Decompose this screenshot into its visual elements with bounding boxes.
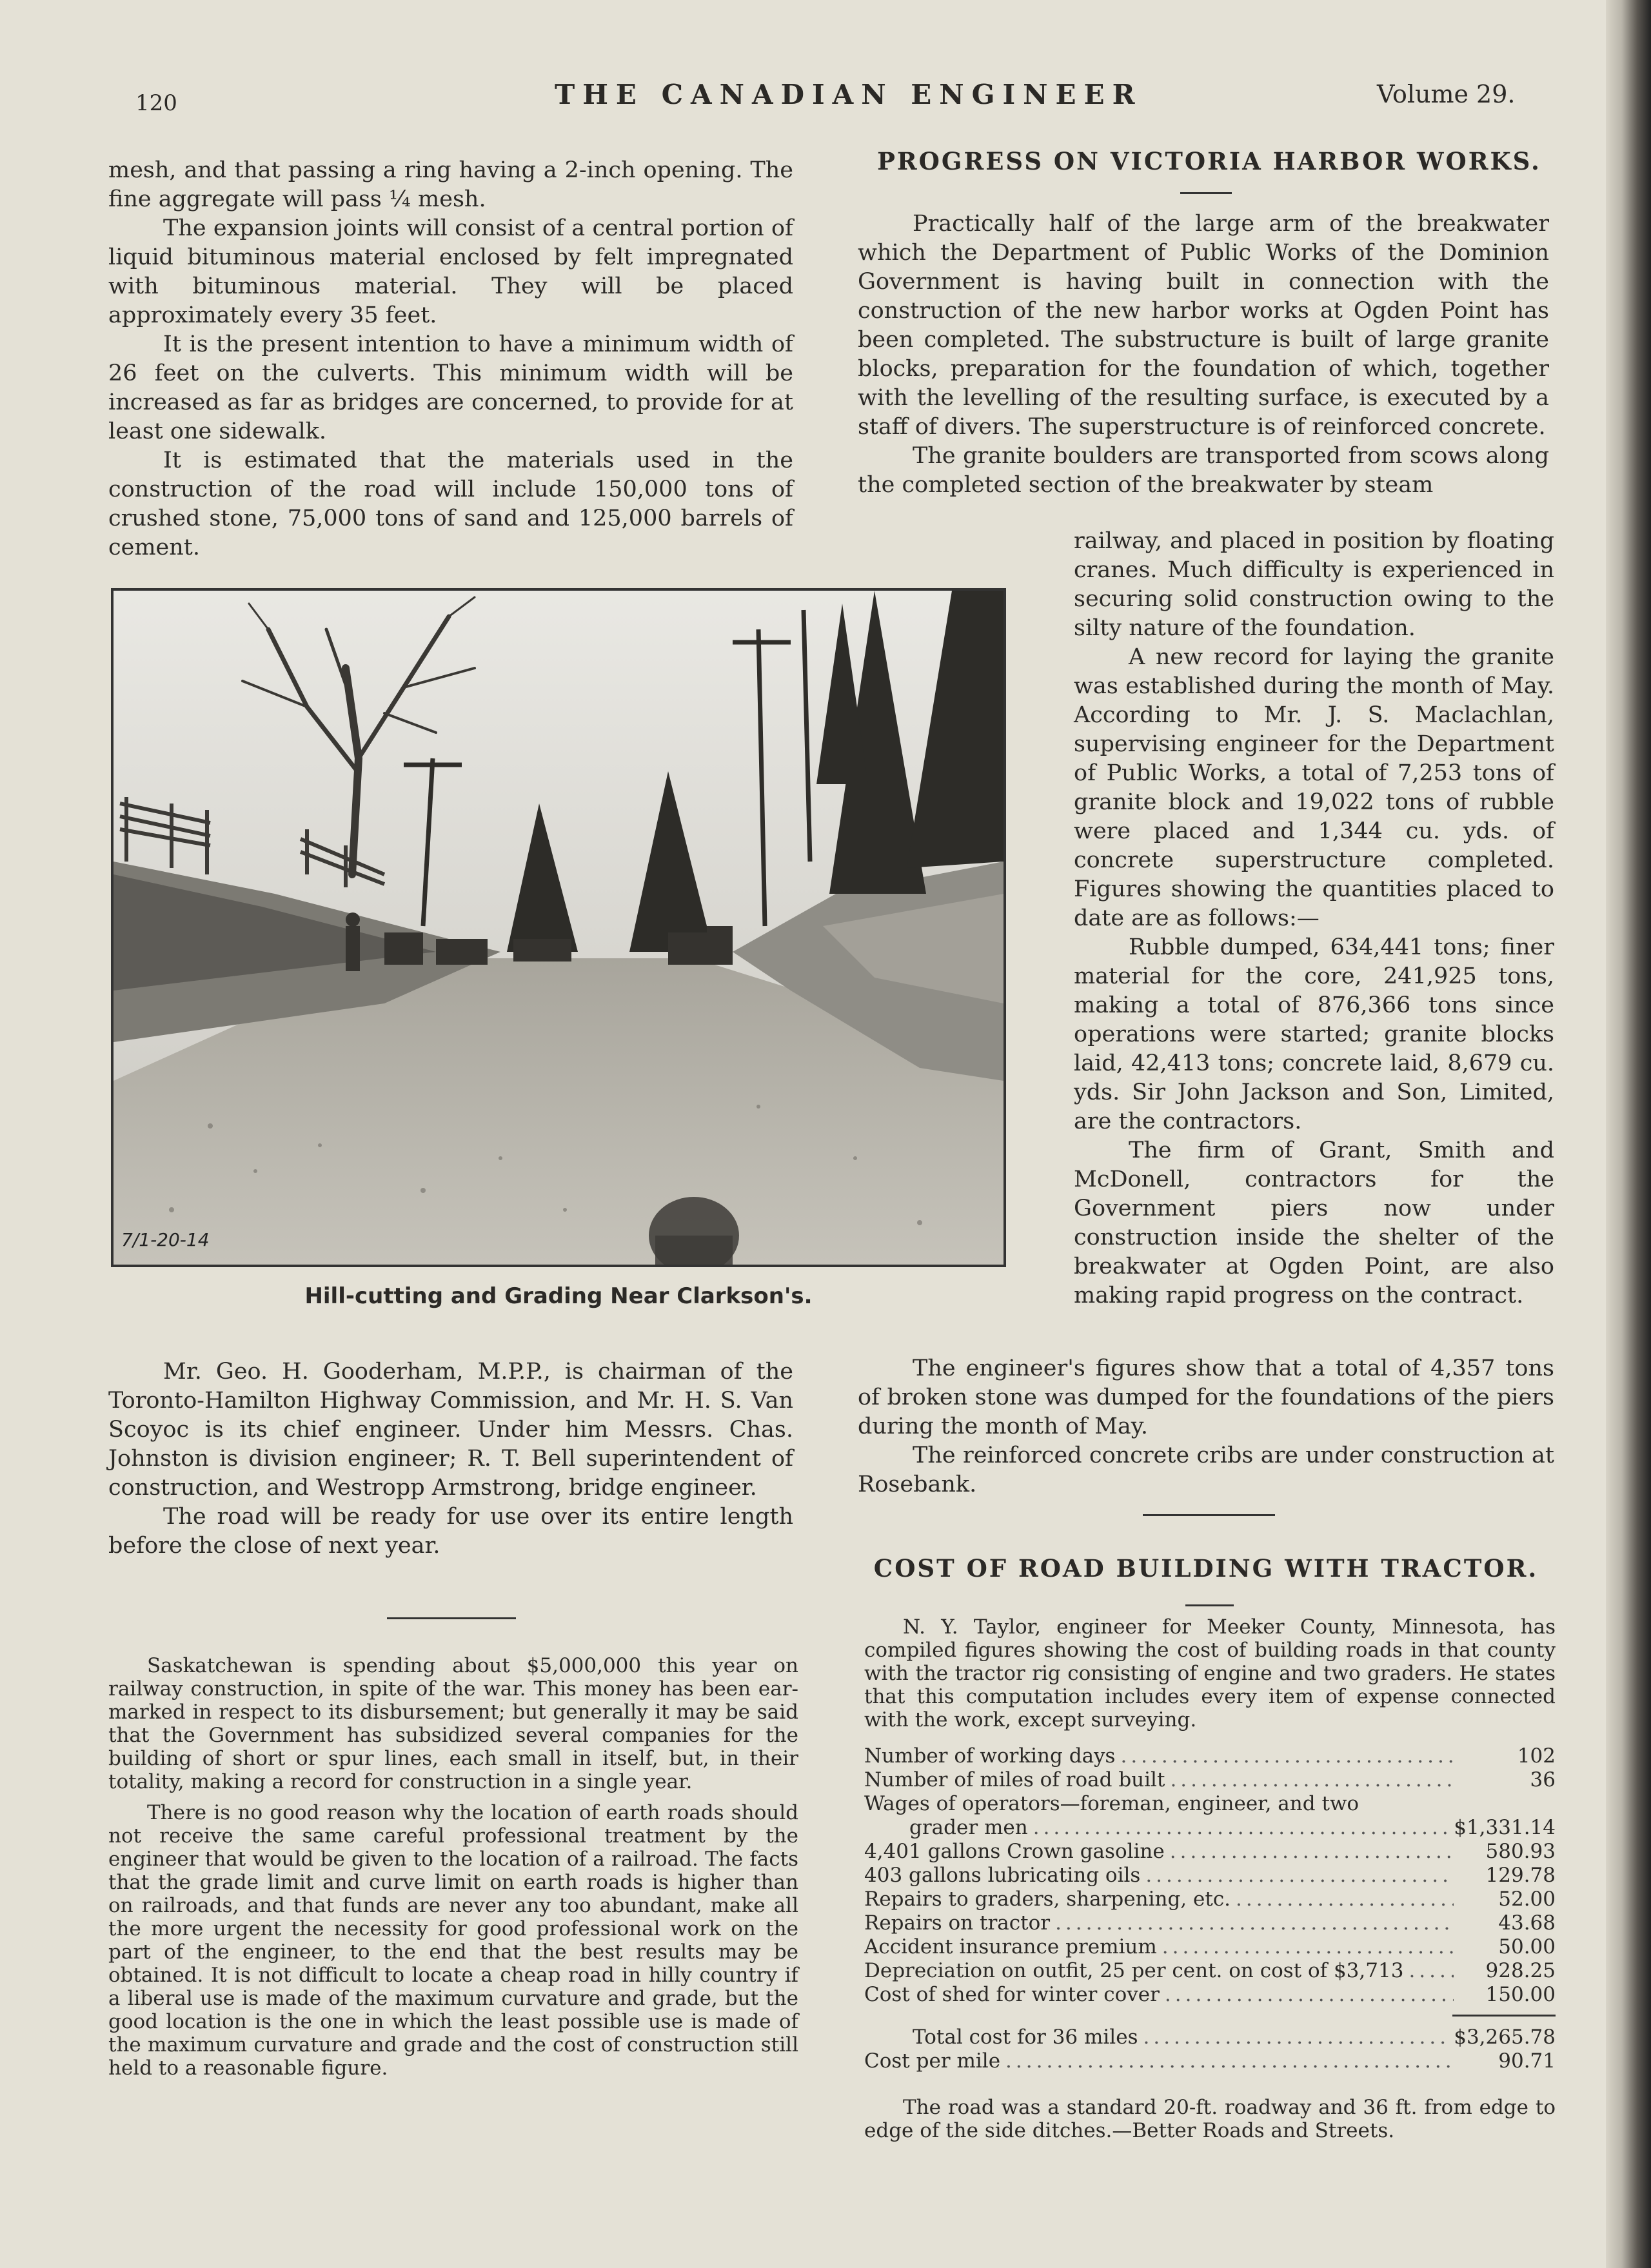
row-label: Wages of operators—foreman, engineer, and two: [864, 1792, 1359, 1815]
paragraph: There is no good reason why the location of earth roads should not receive the same careful professional treatment by the engineer that would be given to the location of a railroad. The facts that the grade limit and curve limit on earth roads is higher than on railroads, and that funds are never any too abundant, make all the more urgent the necessity for good professional work on the part of the engineer, to the end that the best results may be obtained. It is not difficult to locate a cheap road in hilly country if a liberal use is made of the maximum curvature and grade, but the good location is the one in which the least possible use is made of the maximum curvature and grade and the cost of construction still held to a reasonable figure.: [108, 1801, 798, 2080]
row-label: 403 gallons lubricating oils: [864, 1864, 1141, 1887]
paragraph: Saskatchewan is spending about $5,000,000 this year on railway construction, in spite of the war. This money has been ear-marked in respect to its disbursement; but generally it may be said that the Government has subsidized several companies for the building of short or spur lines, each small in itself, but, in their totality, making a record for construction in a single year.: [108, 1654, 798, 1793]
table-row: [864, 1744, 1556, 1768]
total-rule: [1452, 2015, 1556, 2017]
total-row: [864, 2026, 1556, 2049]
row-label: Depreciation on outfit, 25 per cent. on cost of $3,713: [864, 1959, 1404, 1982]
row-value: 150.00: [1485, 1983, 1556, 2006]
paragraph: A new record for laying the granite was established during the month of May. According to Mr. J. S. Maclachlan, supervising engineer for the Department of Public Works, a total of 7,253 tons of granite block and 19,022 tons of rubble were placed and 1,344 cu. yds. of concrete superstructure completed. Figures showing the quantities placed to date are as follows:—: [1074, 644, 1554, 931]
table-row: [864, 1816, 1556, 1840]
paragraph: The expansion joints will consist of a central portion of liquid bituminous material enclosed by felt impregnated with bituminous material. They will be placed approximately every 35 feet.: [108, 215, 793, 328]
volume-label: Volume 29.: [1377, 80, 1516, 108]
row-label: Cost per mile: [864, 2049, 1001, 2073]
paragraph: Practically half of the large arm of the breakwater which the Department of Public Works of the Dominion Government is having built in connection with the construction of the new harbor works at Ogden Point has been completed. The substructure is built of large granite blocks, preparation for the foundation of which, together with the levelling of the resulting surface, is executed by a staff of divers. The superstructure is of reinforced concrete.: [858, 211, 1549, 440]
paragraph: It is the present intention to have a minimum width of 26 feet on the culverts. This minimum width will be increased as far as bridges are concerned, to provide for at least one sidewalk.: [108, 331, 793, 444]
row-label: Accident insurance premium: [864, 1935, 1157, 1958]
table-row: [864, 1888, 1556, 1911]
page-header: [0, 72, 1599, 117]
row-label: Repairs on tractor: [864, 1911, 1051, 1935]
table-row: [864, 1768, 1556, 1792]
row-value: 36: [1530, 1768, 1556, 1791]
row-label: Repairs to graders, sharpening, etc.: [864, 1888, 1231, 1911]
book-spine-shadow: [1606, 0, 1651, 2268]
leader-dots: [1145, 1864, 1454, 1888]
tractor-closing: [864, 2096, 1556, 2142]
paragraph: The engineer's figures show that a total of 4,357 tons of broken stone was dumped for the foundations of the piers during the month of May.: [858, 1356, 1554, 1439]
row-label: 4,401 gallons Crown gasoline: [864, 1840, 1165, 1863]
leader-dots: [1170, 1840, 1454, 1864]
tractor-headline: COST OF ROAD BUILDING WITH TRACTOR.: [873, 1554, 1539, 1583]
paragraph: The road was a standard 20-ft. roadway and 36 ft. from edge to edge of the side ditches.—Better Roads and Streets.: [864, 2096, 1556, 2142]
leader-dots: [1005, 2049, 1454, 2073]
row-value: 50.00: [1498, 1935, 1556, 1958]
leader-dots: [1143, 2026, 1448, 2049]
row-value: 928.25: [1485, 1959, 1556, 1982]
hill-cutting-photo: [111, 588, 1006, 1267]
paragraph: Mr. Geo. H. Gooderham, M.P.P., is chairman of the Toronto-Hamilton Highway Commission, and Mr. H. S. Van Scoyoc is its chief engineer. Under him Messrs. Chas. Johnston is division engineer; R. T. Bell superintendent of construction, and Westropp Armstrong, bridge engineer.: [108, 1359, 793, 1501]
section-divider: [387, 1617, 516, 1619]
row-value: 90.71: [1498, 2049, 1556, 2073]
journal-title: THE CANADIAN ENGINEER: [555, 79, 1143, 110]
tractor-intro: [864, 1615, 1556, 1731]
paragraph: The granite boulders are transported from scows along the completed section of the breakwater by steam: [858, 443, 1549, 498]
victoria-column-bottom: [858, 1354, 1554, 1499]
leader-dots: [1055, 1911, 1454, 1935]
row-value: 580.93: [1485, 1840, 1556, 1863]
row-value: 102: [1517, 1744, 1556, 1768]
row-label: grader men: [909, 1816, 1028, 1839]
victoria-wrapped-column: [1074, 527, 1554, 1310]
leader-dots: [1162, 1935, 1454, 1959]
table-row: [864, 1983, 1556, 2007]
victoria-headline: PROGRESS ON VICTORIA HARBOR WORKS.: [877, 147, 1541, 175]
per-mile-row: [864, 2049, 1556, 2073]
row-value: 43.68: [1498, 1911, 1556, 1935]
headline-rule: [1185, 1604, 1234, 1606]
row-value: 52.00: [1498, 1888, 1556, 1911]
row-label: Number of working days: [864, 1744, 1116, 1768]
leader-dots: [1170, 1768, 1454, 1792]
leader-dots: [1409, 1959, 1454, 1983]
leader-dots: [1033, 1816, 1449, 1840]
paragraph: railway, and placed in position by floating cranes. Much difficulty is experienced in securing solid construction owing to the silty nature of the foundation.: [1074, 528, 1554, 641]
row-label: Total cost for 36 miles: [913, 2026, 1138, 2049]
row-value: $1,331.14: [1454, 1816, 1556, 1839]
photo-stamp: 7/1-20-14: [121, 1229, 210, 1250]
left-column-top: [108, 156, 793, 562]
paragraph: N. Y. Taylor, engineer for Meeker County, Minnesota, has compiled figures showing the cost of building roads in that county with the tractor rig consisting of engine and two graders. He states that this computation includes every item of expense connected with the work, except surveying.: [864, 1615, 1556, 1731]
section-divider: [1143, 1514, 1275, 1516]
table-row: [864, 1864, 1556, 1888]
page-number: 120: [135, 90, 177, 116]
paragraph: It is estimated that the materials used in the construction of the road will include 150,000 tons of crushed stone, 75,000 tons of sand and 125,000 barrels of cement.: [108, 448, 793, 560]
paragraph: The reinforced concrete cribs are under construction at Rosebank.: [858, 1443, 1554, 1497]
left-column-bottom: [108, 1357, 793, 1561]
left-column-small-print: [108, 1654, 798, 2080]
paragraph: The firm of Grant, Smith and McDonell, contractors for the Government piers now under construction inside the shelter of the breakwater at Ogden Point, are also making rapid progress on the contract.: [1074, 1138, 1554, 1308]
paragraph: The road will be ready for use over its entire length before the close of next year.: [108, 1504, 793, 1559]
leader-dots: [1165, 1983, 1454, 2007]
row-value: 129.78: [1485, 1864, 1556, 1887]
cost-table: [864, 1744, 1556, 2073]
leader-dots: [1236, 1888, 1454, 1911]
photo-caption: Hill-cutting and Grading Near Clarkson's.: [304, 1283, 813, 1309]
table-row: [864, 1935, 1556, 1959]
paragraph: Rubble dumped, 634,441 tons; finer material for the core, 241,925 tons, making a total of 876,366 tons since operations were started; granite blocks laid, 42,413 tons; concrete laid, 8,679 cu. yds. Sir John Jackson and Son, Limited, are the contractors.: [1074, 934, 1554, 1134]
row-label: Number of miles of road built: [864, 1768, 1165, 1791]
leader-dots: [1120, 1744, 1454, 1768]
paragraph: mesh, and that passing a ring having a 2-inch opening. The fine aggregate will pass ¼ mesh.: [108, 157, 793, 212]
table-row: [864, 1792, 1556, 1816]
row-label: Cost of shed for winter cover: [864, 1983, 1160, 2006]
table-row: [864, 1959, 1556, 1983]
victoria-column-full: [858, 210, 1549, 500]
table-row: [864, 1840, 1556, 1864]
headline-rule: [1180, 192, 1232, 194]
row-value: $3,265.78: [1454, 2026, 1556, 2049]
table-row: [864, 1911, 1556, 1935]
